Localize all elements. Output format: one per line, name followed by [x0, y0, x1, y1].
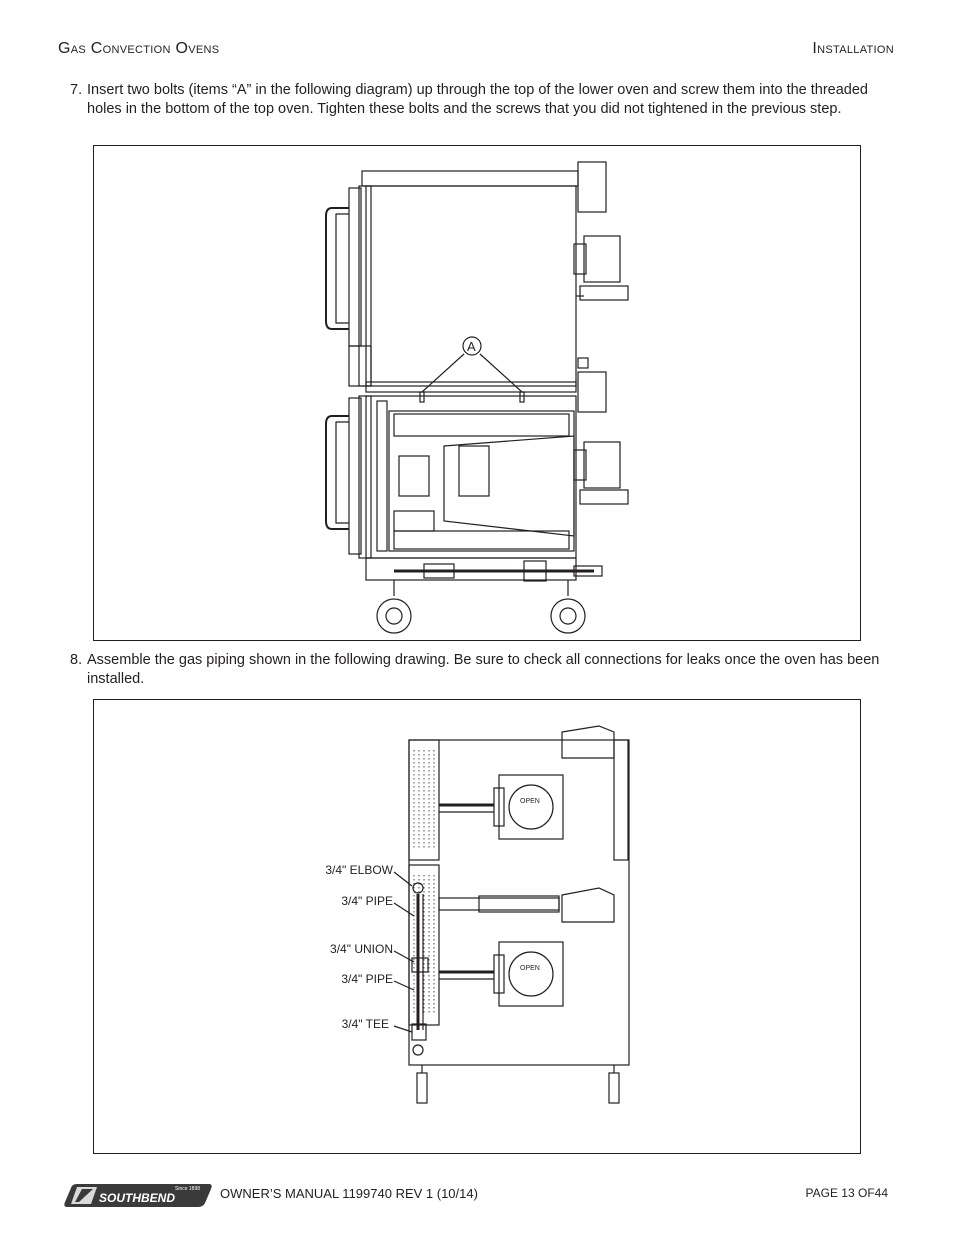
motor-label-bottom: OPEN: [520, 965, 540, 972]
step-text: Assemble the gas piping shown in the following drawing. Be sure to check all connections for leaks once the oven has been installed.: [87, 652, 880, 687]
callout-a: A: [467, 339, 476, 354]
label-pipe-lower: 3/4" PIPE: [341, 972, 393, 986]
footer-manual: OWNER’S MANUAL 1199740 REV 1 (10/14): [220, 1186, 478, 1201]
header-section: Installation: [812, 40, 894, 57]
label-pipe-upper: 3/4" PIPE: [341, 894, 393, 908]
southbend-logo: [63, 1180, 213, 1208]
gas-piping-drawing: [94, 700, 862, 1155]
step-text: Insert two bolts (items “A” in the following diagram) up through the top of the lower oven and screw them into the threaded holes in the bottom of the top oven. Tighten these bolts and the screws that you did not tightened in the previous step.: [87, 82, 868, 117]
logo-since: Since 1898: [175, 1186, 201, 1192]
step-8: [70, 651, 880, 689]
label-union: 3/4" UNION: [330, 942, 393, 956]
step-7: [70, 81, 880, 119]
step-number: 8.: [70, 652, 83, 668]
footer-page-number: PAGE 13 OF44: [805, 1186, 888, 1200]
figure-stacked-ovens-side-view: [93, 145, 861, 641]
figure-gas-piping-rear-view: [93, 699, 861, 1154]
label-elbow: 3/4" ELBOW: [325, 863, 393, 877]
label-tee: 3/4" TEE: [341, 1017, 389, 1031]
oven-side-view-drawing: [94, 146, 862, 642]
logo-text: SOUTHBEND: [99, 1191, 176, 1205]
motor-label-top: OPEN: [520, 798, 540, 805]
page-footer: [0, 1180, 954, 1210]
header-title: Gas Convection Ovens: [58, 40, 220, 57]
step-number: 7.: [70, 82, 83, 98]
